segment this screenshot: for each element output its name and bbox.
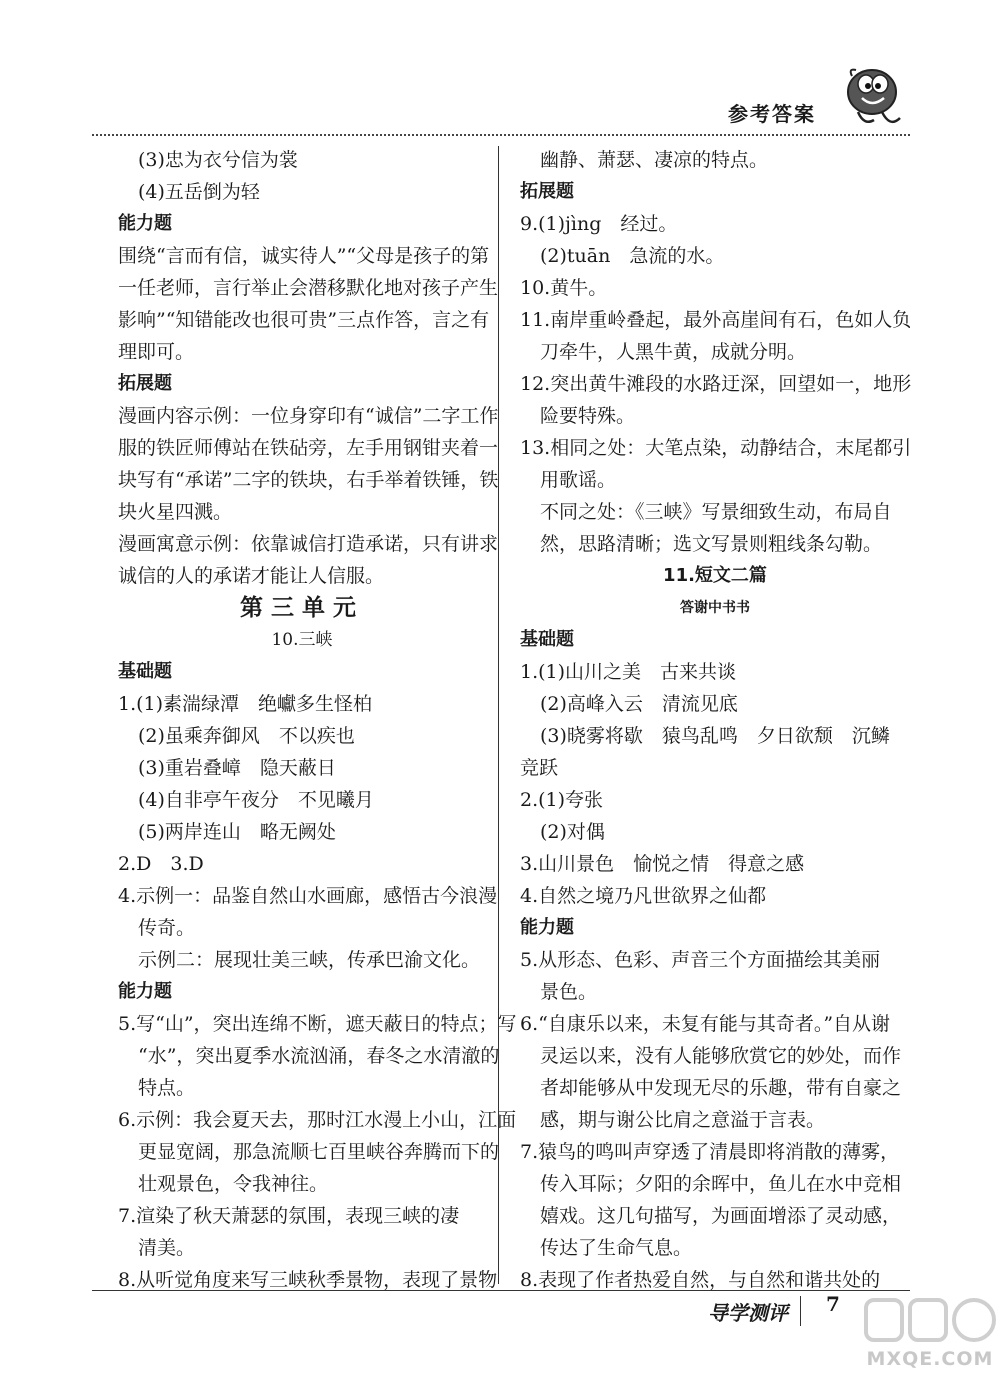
left-column-line: 7.渲染了秋天萧瑟的氛围，表现三峡的凄 [118,1205,460,1227]
left-column-line: 清美。 [138,1237,196,1259]
left-column-line: (4)五岳倒为轻 [138,181,260,203]
right-column-line: 嬉戏。这几句描写，为画面增添了灵动感， [540,1205,902,1227]
left-column-line: 5.写“山”，突出连绵不断，遮天蔽日的特点；写 [118,1013,517,1035]
header-divider [92,134,910,136]
right-column-line: 13.相同之处：大笔点染，动静结合，末尾都引 [520,437,912,459]
right-column-line: 8.表现了作者热爱自然，与自然和谐共处的 [520,1269,881,1291]
right-column-line: 用歌谣。 [540,469,617,491]
watermark-logo [860,1296,1000,1386]
right-column-line: 灵运以来，没有人能够欣赏它的妙处，而作 [540,1045,902,1067]
right-column-line: 然，思路清晰；选文写景则粗线条勾勒。 [540,533,883,555]
left-column-line: 6.示例：我会夏天去，那时江水漫上小山，江面 [118,1109,517,1131]
footer-divider [92,1290,910,1291]
left-column-line: 一任老师，言行举止会潜移默化地对孩子产生 [118,277,499,299]
footer-title: 导学测评 [708,1301,788,1325]
right-column-line: 6.“自康乐以来，未复有能与其奇者。”自从谢 [520,1013,891,1035]
mascot-icon [838,62,910,134]
left-column-line: 拓展题 [118,373,172,394]
right-column-line: (2)对偶 [540,821,605,843]
left-column-line: 漫画内容示例：一位身穿印有“诚信”二字工作 [118,405,499,427]
right-column-line: 幽静、萧瑟、凄凉的特点。 [540,149,769,171]
right-column-line: 能力题 [520,917,574,938]
right-column-line: 传入耳际；夕阳的余晖中，鱼儿在水中竞相 [540,1173,902,1195]
right-column-line: 竞跃 [520,757,559,779]
left-column-line: 块写有“承诺”二字的铁块，右手举着铁锤，铁 [118,469,499,491]
left-column-line: (2)虽乘奔御风 不以疾也 [138,725,355,747]
left-column-line: 壮观景色，令我神往。 [138,1173,329,1195]
left-column-line: 2.D 3.D [118,853,204,875]
right-column-line: (2)tuān 急流的水。 [540,245,725,267]
right-column-line: 11.短文二篇 [663,565,767,586]
left-column-line: 漫画寓意示例：依靠诚信打造承诺，只有讲求 [118,533,499,555]
header-title: 参考答案 [728,102,816,126]
right-column-line: 3.山川景色 愉悦之情 得意之感 [520,853,805,875]
left-column-line: (4)自非亭午夜分 不见曦月 [138,789,374,811]
left-column-line: 8.从听觉角度来写三峡秋季景物，表现了景物 [118,1269,498,1291]
right-column-line: 感，期与谢公比肩之意溢于言表。 [540,1109,826,1131]
left-column-line: 示例二：展现壮美三峡，传承巴渝文化。 [138,949,481,971]
right-column-line: 拓展题 [520,181,574,202]
right-column-line: 9.(1)jìng 经过。 [520,213,678,235]
left-column-line: 能力题 [118,213,172,234]
left-column-line: 诚信的人的承诺才能让人信服。 [118,565,385,587]
watermark-text: MXQE.COM [866,1348,994,1370]
left-column-line: 理即可。 [118,341,195,363]
left-column-line: (5)两岸连山 略无阙处 [138,821,336,843]
right-column-line: 刀牵牛，人黑牛黄，成就分明。 [540,341,807,363]
right-column-line: 4.自然之境乃凡世欲界之仙都 [520,885,767,907]
left-column-line: 4.示例一：品鉴自然山水画廊，感悟古今浪漫 [118,885,498,907]
right-column-line: 1.(1)山川之美 古来共谈 [520,661,737,683]
right-column-line: 答谢中书书 [680,600,750,616]
right-column-line: 不同之处：《三峡》写景细致生动，布局自 [540,501,892,523]
left-column-line: “水”，突出夏季水流汹涌，春冬之水清澈的 [138,1045,500,1067]
left-column-line: 块火星四溅。 [118,501,233,523]
left-column-line: 传奇。 [138,917,196,939]
page-number: 7 [826,1292,840,1316]
right-column-line: 基础题 [520,629,574,650]
right-column-line: 者却能够从中发现无尽的乐趣，带有自豪之 [540,1077,902,1099]
left-column-line: 基础题 [118,661,172,682]
left-column-line: 更显宽阔，那急流顺七百里峡谷奔腾而下的 [138,1141,500,1163]
left-column-line: 影响”“知错能改也很可贵”三点作答，言之有 [118,309,490,331]
right-column-line: 10.黄牛。 [520,277,608,299]
right-column-line: 5.从形态、色彩、声音三个方面描绘其美丽 [520,949,881,971]
right-column-line: (3)晓雾将歇 猿鸟乱鸣 夕日欲颓 沉鳞 [540,725,890,747]
right-column [520,144,910,1296]
right-column-line: 7.猿鸟的鸣叫声穿透了清晨即将消散的薄雾， [520,1141,900,1163]
right-column-line: 11.南岸重岭叠起，最外高崖间有石，色如人负 [520,309,912,331]
left-column-line: (3)重岩叠嶂 隐天蔽日 [138,757,336,779]
left-column-line: 10.三峡 [271,630,333,650]
left-column-line: (3)忠为衣兮信为裳 [138,149,298,171]
left-column-line: 能力题 [118,981,172,1002]
left-column-line: 服的铁匠师傅站在铁砧旁，左手用钢钳夹着一 [118,437,499,459]
right-column-line: (2)高峰入云 清流见底 [540,693,738,715]
right-column-line: 险要特殊。 [540,405,636,427]
right-column-line: 景色。 [540,981,598,1003]
left-column-line: 第三单元 [240,595,364,621]
left-column [118,144,517,1296]
right-column-line: 传达了生命气息。 [540,1237,693,1259]
left-column-line: 特点。 [138,1077,196,1099]
left-column-line: 围绕“言而有信，诚实待人”“父母是孩子的第 [118,245,490,267]
right-column-line: 12.突出黄牛滩段的水路迂深，回望如一，地形 [520,373,912,395]
left-column-line: 1.(1)素湍绿潭 绝巘多生怪柏 [118,693,373,715]
right-column-line: 2.(1)夸张 [520,789,604,811]
footer-separator [800,1296,801,1326]
column-divider [498,146,499,1284]
